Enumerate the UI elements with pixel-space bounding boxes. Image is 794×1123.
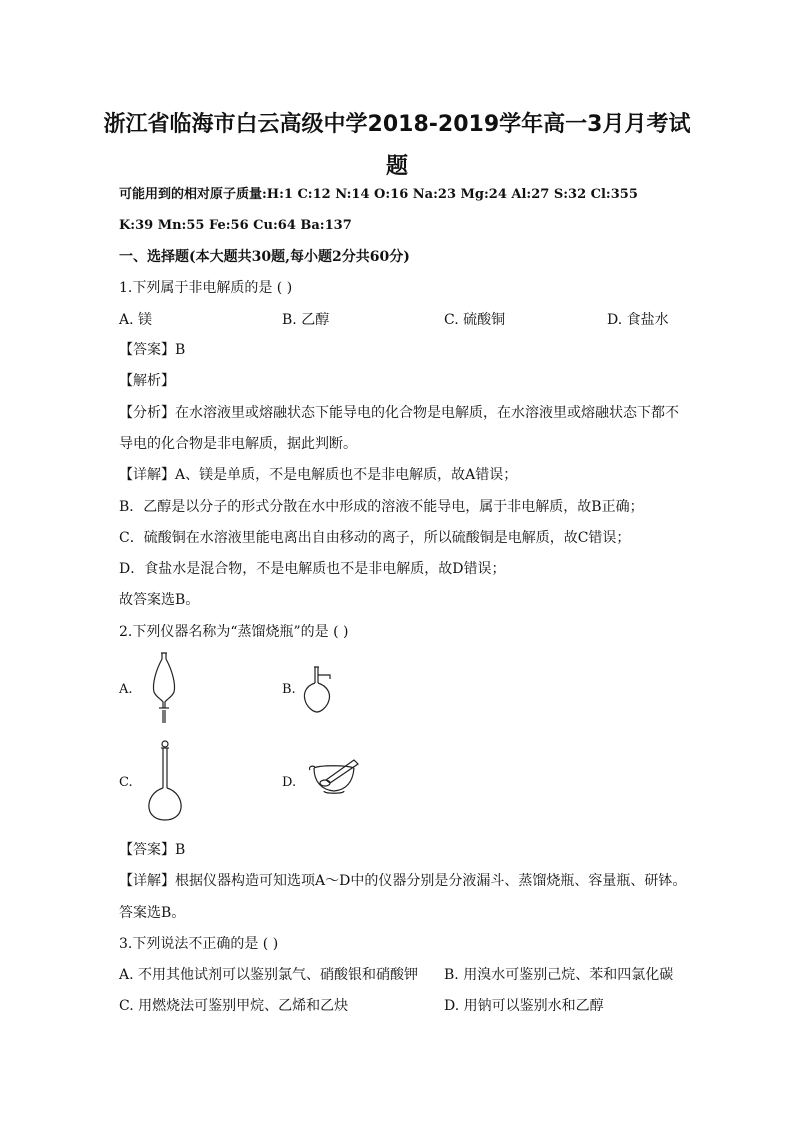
q1-answer: 【答案】B [119, 342, 186, 358]
section-header: 一、选择题(本大题共30题,每小题2分共60分) [119, 249, 410, 265]
q2-label-a: A. [119, 682, 133, 697]
q2-stem: 2.下列仪器名称为“蒸馏烧瓶”的是 ( ) [119, 624, 349, 640]
q1-option-b: B. 乙醇 [282, 312, 330, 328]
q1-option-c: C. 硫酸铜 [444, 312, 506, 328]
q1-stem: 1.下列属于非电解质的是 ( ) [119, 280, 293, 296]
title-line-2: 题 [385, 154, 408, 179]
q1-option-d: D. 食盐水 [607, 312, 669, 328]
volumetric-flask-icon [145, 738, 185, 824]
separatory-funnel-icon [148, 650, 180, 726]
q1-detail-b: B．乙醇是以分子的形式分散在水中形成的溶液不能导电，属于非电解质，故B正确； [119, 499, 644, 515]
q3-option-a: A. 不用其他试剂可以鉴别氯气、硝酸银和硝酸钾 [119, 967, 419, 983]
q1-detail-a: 【详解】A、镁是单质，不是电解质也不是非电解质，故A错误； [119, 467, 518, 483]
atomic-mass-line-1: 可能用到的相对原子质量:H:1 C:12 N:14 O:16 Na:23 Mg:24 Al:27 S:32 Cl:355 [119, 187, 638, 202]
q1-detail-c: C．硫酸铜在水溶液里能电离出自由移动的离子，所以硫酸铜是电解质，故C错误； [119, 530, 631, 546]
q1-option-a: A. 镁 [119, 312, 153, 328]
q2-label-c: C. [119, 775, 133, 790]
q1-analysis-title: 【解析】 [119, 373, 175, 389]
mortar-pestle-icon [306, 756, 366, 800]
q2-detail-line-2: 答案选B。 [119, 905, 186, 921]
q2-label-d: D. [282, 775, 297, 790]
q1-analysis-line-1: 【分析】在水溶液里或熔融状态下能导电的化合物是电解质，在水溶液里或熔融状态下都不 [119, 405, 679, 421]
distillation-flask-icon [300, 665, 340, 717]
q2-label-b: B. [282, 682, 296, 697]
q1-detail-d: D．食盐水是混合物，不是电解质也不是非电解质，故D错误； [119, 561, 506, 577]
document-title [100, 104, 694, 188]
q3-option-b: B. 用溴水可鉴别己烷、苯和四氯化碳 [444, 967, 674, 983]
q3-option-c: C. 用燃烧法可鉴别甲烷、乙烯和乙炔 [119, 998, 349, 1014]
title-line-1: 浙江省临海市白云高级中学2018-2019学年高一3月月考试 [103, 112, 691, 137]
q1-conclusion: 故答案选B。 [119, 592, 200, 608]
q1-analysis-line-2: 导电的化合物是非电解质，据此判断。 [119, 436, 357, 452]
q2-detail-line-1: 【详解】根据仪器构造可知选项A～D中的仪器分别是分液漏斗、蒸馏烧瓶、容量瓶、研钵。 [119, 873, 687, 889]
q3-option-d: D. 用钠可以鉴别水和乙醇 [444, 998, 604, 1014]
q3-stem: 3.下列说法不正确的是 ( ) [119, 936, 279, 952]
atomic-mass-line-2: K:39 Mn:55 Fe:56 Cu:64 Ba:137 [119, 218, 352, 233]
q2-answer: 【答案】B [119, 842, 186, 858]
